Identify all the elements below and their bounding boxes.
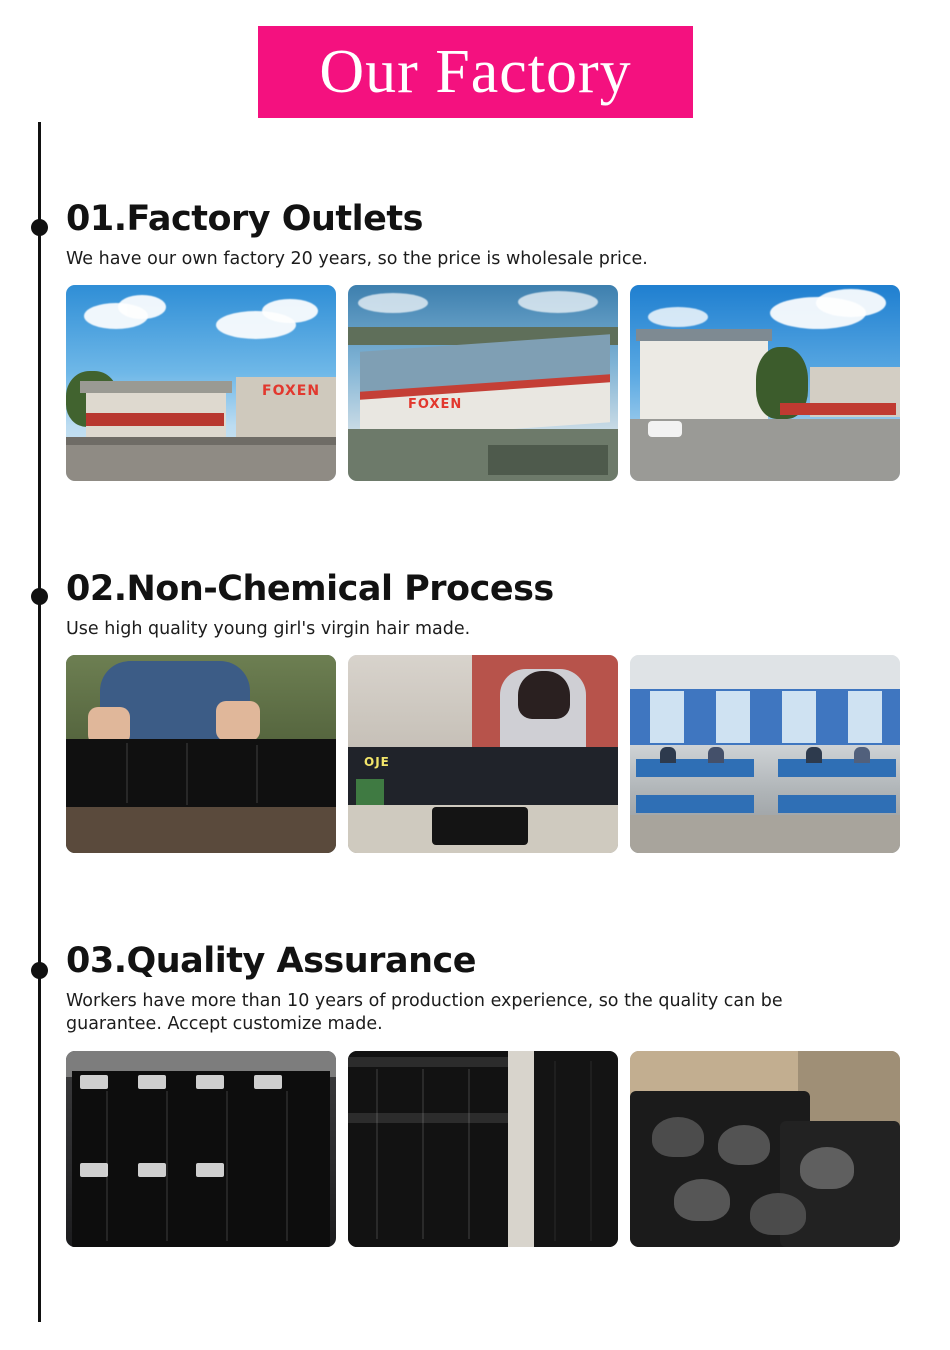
section-title: 01.Factory Outlets (66, 199, 423, 239)
hair-mass (72, 1071, 330, 1247)
weft-clip (138, 1163, 166, 1177)
photo-hair-bundles-hanging (66, 1051, 336, 1247)
window-shape (650, 691, 684, 743)
timeline-line (38, 122, 41, 1322)
packed-closure (800, 1147, 854, 1189)
page-header-banner (258, 26, 693, 118)
window-shape (716, 691, 750, 743)
section-image-row (66, 1051, 906, 1247)
photo-hair-wefts-rack (348, 1051, 618, 1247)
hair-highlight (468, 1069, 470, 1239)
logo-oje: OJE (364, 755, 390, 770)
hair-shape (518, 671, 570, 719)
hair-mass-curly (534, 1051, 618, 1247)
photo-worker-sorting-hair (66, 655, 336, 853)
packed-closure (750, 1193, 806, 1235)
signboard-strip (780, 403, 896, 415)
logo-foxen: FOXEN (262, 383, 321, 400)
hair-highlight (376, 1069, 378, 1239)
signboard-strip (86, 413, 224, 426)
photo-factory-aerial (348, 285, 618, 481)
photo-workshop-hall (630, 655, 900, 853)
hair-bundle (66, 739, 336, 809)
hair-highlight (286, 1091, 288, 1241)
parking-area (488, 445, 608, 475)
photo-sewing-machine (348, 655, 618, 853)
person-shape (660, 747, 676, 763)
work-bench (778, 795, 896, 813)
weft-clip (254, 1075, 282, 1089)
section-title: 03.Quality Assurance (66, 941, 476, 981)
section-description: Use high quality young girl's virgin hair made. (66, 618, 471, 639)
wall-panel (508, 1051, 534, 1247)
building-shape (640, 337, 768, 423)
section-quality-assurance (66, 940, 906, 1247)
packed-closure (674, 1179, 730, 1221)
weft-clip (196, 1163, 224, 1177)
curb (66, 437, 336, 445)
hair-highlight (226, 1091, 228, 1241)
roof-shape (636, 329, 772, 341)
weft-clip (80, 1075, 108, 1089)
floor (630, 815, 900, 853)
hair-weft (432, 807, 528, 845)
section-image-row (66, 285, 906, 481)
hand-shape (216, 701, 260, 741)
window-shape (848, 691, 882, 743)
section-image-row (66, 655, 906, 853)
hair-highlight (590, 1061, 592, 1241)
page-title: Our Factory (319, 38, 632, 106)
hair-highlight (166, 1091, 168, 1241)
section-non-chemical-process (66, 568, 906, 853)
work-bench (778, 759, 896, 777)
photo-packed-closures (630, 1051, 900, 1247)
section-description: We have our own factory 20 years, so the price is wholesale price. (66, 248, 648, 269)
machine-label (356, 779, 384, 805)
section-title: 02.Non-Chemical Process (66, 569, 554, 609)
packed-closure (652, 1117, 704, 1157)
work-bench (636, 795, 754, 813)
car-shape (648, 421, 682, 437)
section-description: Workers have more than 10 years of production experience, so the quality can be guarantee. Accept customize made. (66, 990, 783, 1035)
timeline-dot-3 (31, 962, 48, 979)
logo-foxen: FOXEN (408, 397, 463, 413)
hair-mass (348, 1051, 508, 1247)
work-bench (636, 759, 754, 777)
window-shape (782, 691, 816, 743)
weft-clip (80, 1163, 108, 1177)
hair-highlight (106, 1091, 108, 1241)
hair-highlight (126, 743, 128, 803)
ceiling (630, 655, 900, 689)
hair-highlight (186, 743, 188, 805)
timeline-dot-1 (31, 219, 48, 236)
hair-highlight (554, 1061, 556, 1241)
work-table (66, 807, 336, 853)
hair-highlight (256, 745, 258, 803)
timeline-dot-2 (31, 588, 48, 605)
weft-clip (196, 1075, 224, 1089)
weft-band (348, 1113, 508, 1123)
road-ground (66, 443, 336, 481)
photo-factory-gate (66, 285, 336, 481)
weft-clip (138, 1075, 166, 1089)
person-shape (854, 747, 870, 763)
person-shape (806, 747, 822, 763)
packed-closure (718, 1125, 770, 1165)
person-shape (708, 747, 724, 763)
roof-shape (80, 381, 232, 393)
weft-band (348, 1057, 508, 1067)
hair-highlight (422, 1069, 424, 1239)
photo-office-building (630, 285, 900, 481)
section-factory-outlets (66, 198, 906, 481)
